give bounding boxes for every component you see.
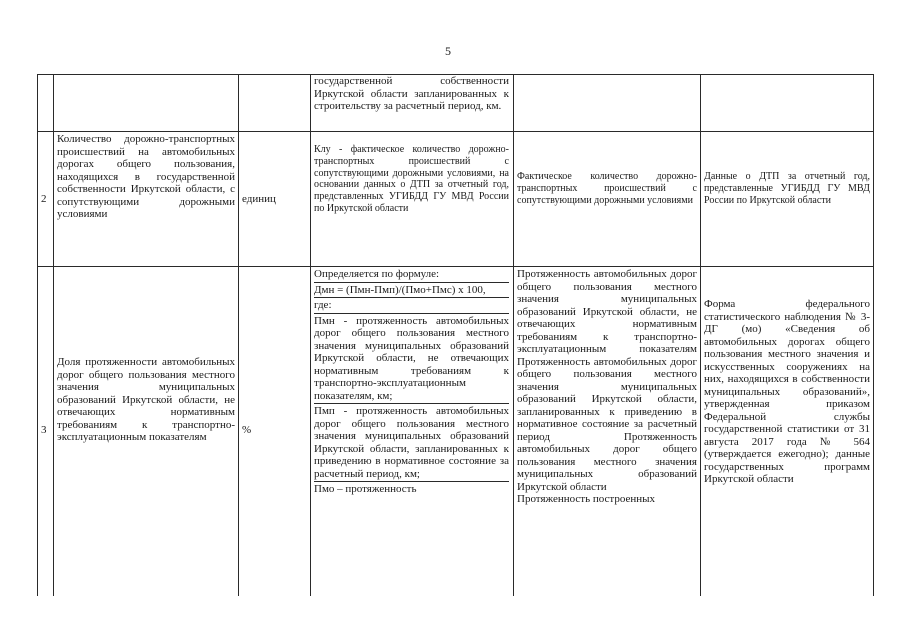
formula-divider bbox=[314, 313, 509, 314]
page-number: 5 bbox=[445, 44, 451, 58]
column-divider bbox=[310, 74, 311, 596]
table-border-left bbox=[37, 74, 38, 596]
formula-pmn-definition: Пмн - протяженность автомобильных дорог общего пользования местного значения муниципальных образований Иркутской области, не отвечающих нормативным требованиям к транспортно-эксплуатационным показателям, км; bbox=[314, 314, 509, 402]
formula-divider bbox=[314, 403, 509, 404]
row2-number: 2 bbox=[41, 193, 47, 205]
row3-number: 3 bbox=[41, 424, 47, 436]
column-divider bbox=[238, 74, 239, 596]
formula-divider bbox=[314, 282, 509, 283]
row2-source-cell: Данные о ДТП за отчетный год, представленные УГИБДД ГУ МВД России по Иркутской области bbox=[704, 171, 870, 206]
formula-pmp-definition: Пмп - протяженность автомобильных дорог общего пользования местного значения муниципальных образований Иркутской области, запланированных к приведению в нормативное состояние за расчетный период, км; bbox=[314, 405, 509, 480]
row2-description-cell: Фактическое количество дорожно-транспортных происшествий с сопутствующими дорожными условиями bbox=[517, 171, 697, 206]
row3-indicator-cell: Доля протяженности автомобильных дорог общего пользования местного значения муниципальных образований Иркутской области, не отвечающих нормативным требованиям к транспортно-эксплуатационным показателям bbox=[57, 356, 235, 443]
formula-where: где: bbox=[314, 299, 332, 311]
row3-unit-cell: % bbox=[242, 424, 252, 436]
row-divider bbox=[37, 266, 874, 267]
row3-formula-cell bbox=[314, 268, 509, 596]
column-divider bbox=[700, 74, 701, 596]
description-cut-text: Протяженность построенных bbox=[517, 493, 656, 505]
formula-expression: Дмн = (Пмн-Пмп)/(Пмо+Пмс) х 100, bbox=[314, 283, 486, 296]
formula-intro: Определяется по формуле: bbox=[314, 268, 440, 280]
row3-description-cell bbox=[517, 268, 697, 596]
row2-formula-cell: Клу - фактическое количество дорожно-транспортных происшествий с сопутствующими дорожными условиями, на основании данных о ДТП за отчетный год, представленных УГИБДД ГУ МВД России по Иркутской области bbox=[314, 144, 509, 214]
formula-divider bbox=[314, 297, 509, 298]
row1-formula-cell: государственной собственности Иркутской области запланированных к строительству за расчетный период, км. bbox=[314, 75, 509, 112]
formula-divider bbox=[314, 481, 509, 482]
row3-source-cell: Форма федерального статистического наблюдения № 3-ДГ (мо) «Сведения об автомобильных дорогах общего пользования местного значения и искусственных сооружениях на них, находящихся в собственности муниципальных образований», утвержденная приказом Федеральной службы государственной статистики от 31 августа 2017 года № 564 (утверждается ежегодно); данные государственных программ Иркутской области bbox=[704, 298, 870, 485]
table-border-right bbox=[873, 74, 874, 596]
formula-pmo-definition: Пмо – протяженность bbox=[314, 483, 417, 495]
column-divider bbox=[53, 74, 54, 596]
row-divider bbox=[37, 131, 874, 132]
description-text: Протяженность автомобильных дорог общего пользования местного значения муниципальных образований Иркутской области, не отвечающих нормативным требованиям к транспортно-эксплуатационным показателям Протяженность автомобильных дорог общего пользования местного значения муниципальных образований Иркутской области, запланированных к приведению в нормативное состояние за расчетный период Протяженность автомобильных дорог общего пользования местного значения муниципальных образований Иркутской области bbox=[517, 268, 697, 493]
column-divider bbox=[513, 74, 514, 596]
row2-indicator-cell: Количество дорожно-транспортных происшествий на автомобильных дорогах общего пользования, находящихся в государственной собственности Иркутской области, с сопутствующими дорожными условиями bbox=[57, 133, 235, 220]
row2-unit-cell: единиц bbox=[242, 193, 276, 205]
